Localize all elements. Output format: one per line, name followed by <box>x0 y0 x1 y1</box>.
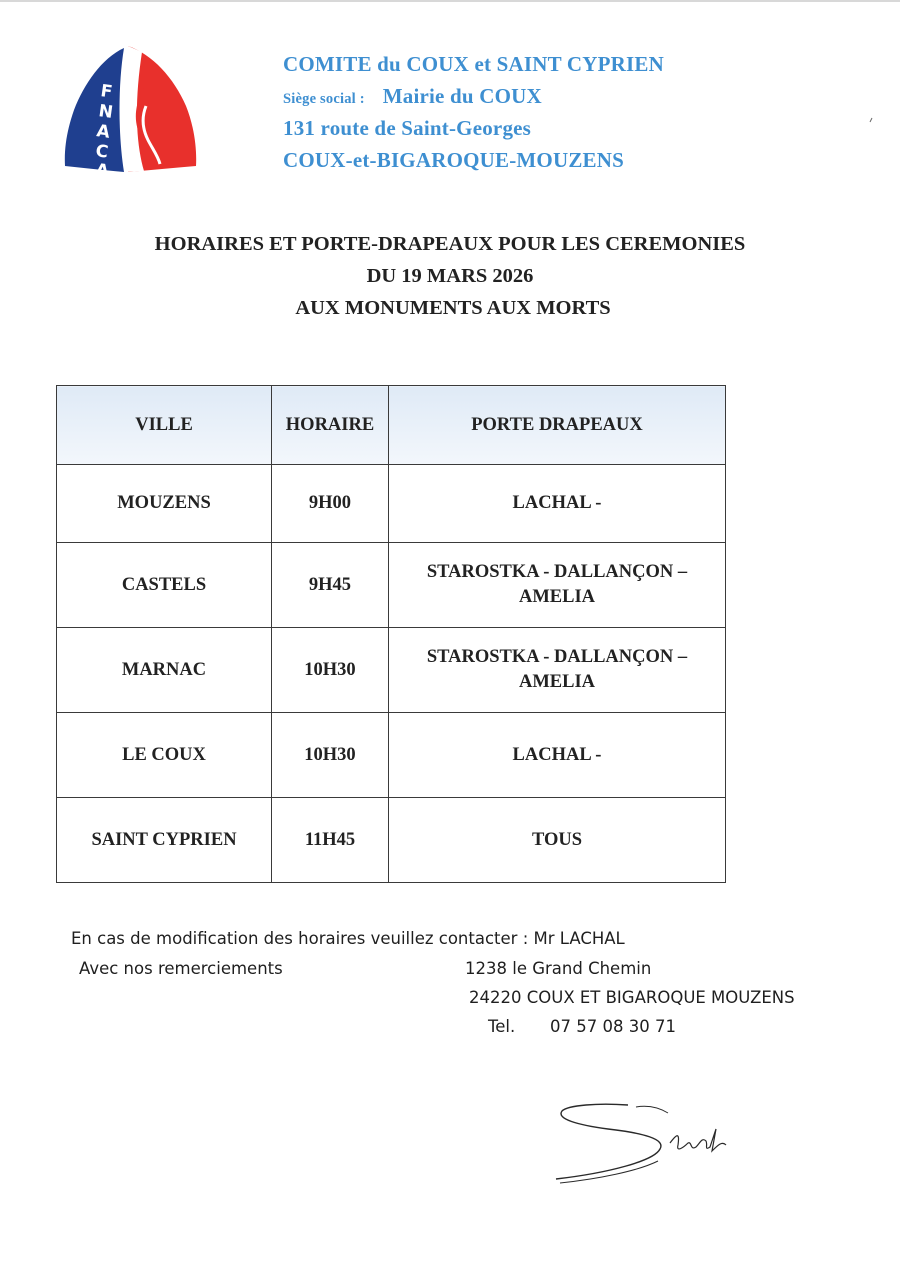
fnaca-logo <box>62 44 198 176</box>
seat-value: Mairie du COUX <box>382 84 542 108</box>
table-header-row <box>57 386 726 465</box>
title-line-1: HORAIRES ET PORTE-DRAPEAUX POUR LES CEREMONIES <box>154 233 746 255</box>
header-ville: VILLE <box>57 386 272 465</box>
cell-horaire: 10H30 <box>272 628 389 713</box>
cell-porte-drapeaux <box>389 465 726 543</box>
cell-horaire: 11H45 <box>272 798 389 883</box>
porte-line-1: LACHAL - <box>512 744 602 765</box>
cell-porte-drapeaux <box>389 798 726 883</box>
porte-line-1: STAROSTKA - DALLANÇON – <box>426 647 688 667</box>
svg-text:N: N <box>97 101 115 123</box>
cell-ville: LE COUX <box>57 713 272 798</box>
fnaca-logo-icon <box>62 44 198 176</box>
cell-porte-drapeaux <box>389 628 726 713</box>
address-line-2: 24220 COUX ET BIGAROQUE MOUZENS <box>469 988 795 1007</box>
svg-text:A: A <box>94 160 111 176</box>
seat-line <box>283 84 664 116</box>
header-porte-drapeaux: PORTE DRAPEAUX <box>389 386 726 465</box>
cell-ville: SAINT CYPRIEN <box>57 798 272 883</box>
street-address: 131 route de Saint-Georges <box>283 116 532 140</box>
svg-text:C: C <box>94 141 110 163</box>
cell-ville: MARNAC <box>57 628 272 713</box>
porte-line-1: STAROSTKA - DALLANÇON – <box>426 562 688 582</box>
contact-line: En cas de modification des horaires veuillez contacter : Mr LACHAL <box>71 929 625 948</box>
porte-line-2: AMELIA <box>518 672 596 692</box>
scan-top-edge <box>0 0 900 2</box>
title-line-2: DU 19 MARS 2026 <box>366 265 534 287</box>
committee-name: COMITE du COUX et SAINT CYPRIEN <box>283 52 664 76</box>
svg-text:F: F <box>99 81 114 103</box>
porte-line-1: LACHAL - <box>512 493 602 513</box>
table-row <box>57 798 726 883</box>
schedule-table <box>56 385 726 883</box>
table-row <box>57 465 726 543</box>
signature <box>548 1095 748 1190</box>
porte-line-1: TOUS <box>531 829 583 850</box>
header-horaire: HORAIRE <box>272 386 389 465</box>
letterhead <box>283 52 664 180</box>
cell-horaire: 9H00 <box>272 465 389 543</box>
document-title <box>0 228 900 324</box>
thanks-text: Avec nos remerciements <box>79 959 283 978</box>
cell-porte-drapeaux <box>389 713 726 798</box>
table-row <box>57 713 726 798</box>
title-line-3: AUX MONUMENTS AUX MORTS <box>295 297 611 319</box>
town-name: COUX-et-BIGAROQUE-MOUZENS <box>283 148 624 172</box>
cell-porte-drapeaux <box>389 543 726 628</box>
cell-ville: CASTELS <box>57 543 272 628</box>
seat-label: Siège social : <box>283 91 365 107</box>
porte-line-2: AMELIA <box>518 587 596 607</box>
cell-horaire: 9H45 <box>272 543 389 628</box>
address-line-1: 1238 le Grand Chemin <box>465 959 652 978</box>
phone-number: 07 57 08 30 71 <box>550 1017 676 1036</box>
svg-text:A: A <box>95 121 112 143</box>
cell-horaire: 10H30 <box>272 713 389 798</box>
table-row <box>57 543 726 628</box>
signature-icon <box>548 1095 748 1190</box>
table-row <box>57 628 726 713</box>
cell-ville: MOUZENS <box>57 465 272 543</box>
phone-label: Tel. <box>488 1017 516 1036</box>
scan-speck <box>869 110 873 116</box>
